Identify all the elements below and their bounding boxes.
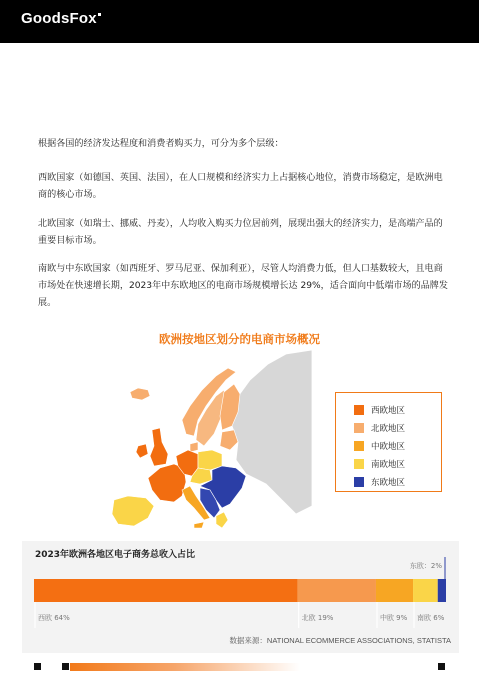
western-europe-paragraph: 西欧国家（如德国、英国、法国），在人口规模和经济实力上占据核心地位，消费市场稳定，是欧洲电商的核心市场。 [38,173,443,200]
map-uk [150,428,168,466]
footer-square-left [34,663,41,670]
legend-swatch [354,423,364,433]
bar-data-label-5: 东欧：2% [409,562,442,570]
bar-segment-1 [34,579,298,602]
map-greece [216,512,228,528]
map-iberia [112,496,154,526]
data-source: 数据来源：NATIONAL ECOMMERCE ASSOCIATIONS, STATISTA [229,636,451,645]
legend-item-north [354,419,441,437]
goodsfox-logo: GoodsFox [21,10,101,27]
bar-segment-4 [413,579,438,602]
legend-item-central [354,437,441,455]
legend-swatch [354,405,364,415]
legend-label: 东欧地区 [371,478,406,488]
map-iceland [130,388,150,400]
map-sicily [194,522,204,528]
legend-swatch [354,441,364,451]
map-legend [335,392,442,492]
europe-region-map [86,350,312,534]
footer-square-mid [62,663,69,670]
map-baltics [220,430,238,450]
map-denmark [190,442,198,452]
legend-label: 南欧地区 [371,460,406,470]
footer-gradient-bar [70,663,300,671]
page-header [0,0,479,43]
legend-item-south [354,455,441,473]
chart-title: 2023年欧洲各地区电子商务总收入占比 [35,550,196,560]
bar-data-label-1: 西欧 64% [38,614,70,622]
legend-label: 北欧地区 [371,424,406,434]
map-poland [198,450,222,470]
southern-eastern-europe-paragraph: 南欧与中东欧国家（如西班牙、罗马尼亚、保加利亚），尽管人均消费力低，但人口基数较大，且电商市场处在快速增长期，2023年中东欧地区的电商市场规模增长达 29%，适合面向中低端市场的品牌发展。 [38,264,448,308]
legend-swatch [354,459,364,469]
bar-data-label-2: 北欧 19% [301,614,334,622]
legend-item-east [354,473,441,491]
bar-segment-5 [438,579,446,602]
bar-segment-3 [376,579,413,602]
footer-square-right [438,663,445,670]
map-title: 欧洲按地区划分的电商市场概况 [159,332,320,346]
legend-item-west [354,401,441,419]
legend-label: 中欧地区 [371,442,406,452]
bar-data-label-4: 南欧 6% [417,614,445,622]
legend-label: 西欧地区 [371,406,406,416]
northern-europe-paragraph: 北欧国家（如瑞士、挪威、丹麦），人均收入购买力位居前列，展现出强大的经济实力，是高端产品的重要目标市场。 [38,219,443,246]
logo-dot-icon [98,13,101,16]
intro-paragraph: 根据各国的经济发达程度和消费者购买力，可分为多个层级： [38,139,284,149]
map-ireland [136,444,148,458]
map-france [148,464,186,502]
bar-data-label-3: 中欧 9% [379,614,408,622]
map-russia-area [232,350,312,514]
legend-swatch [354,477,364,487]
bar-segment-2 [298,579,376,602]
